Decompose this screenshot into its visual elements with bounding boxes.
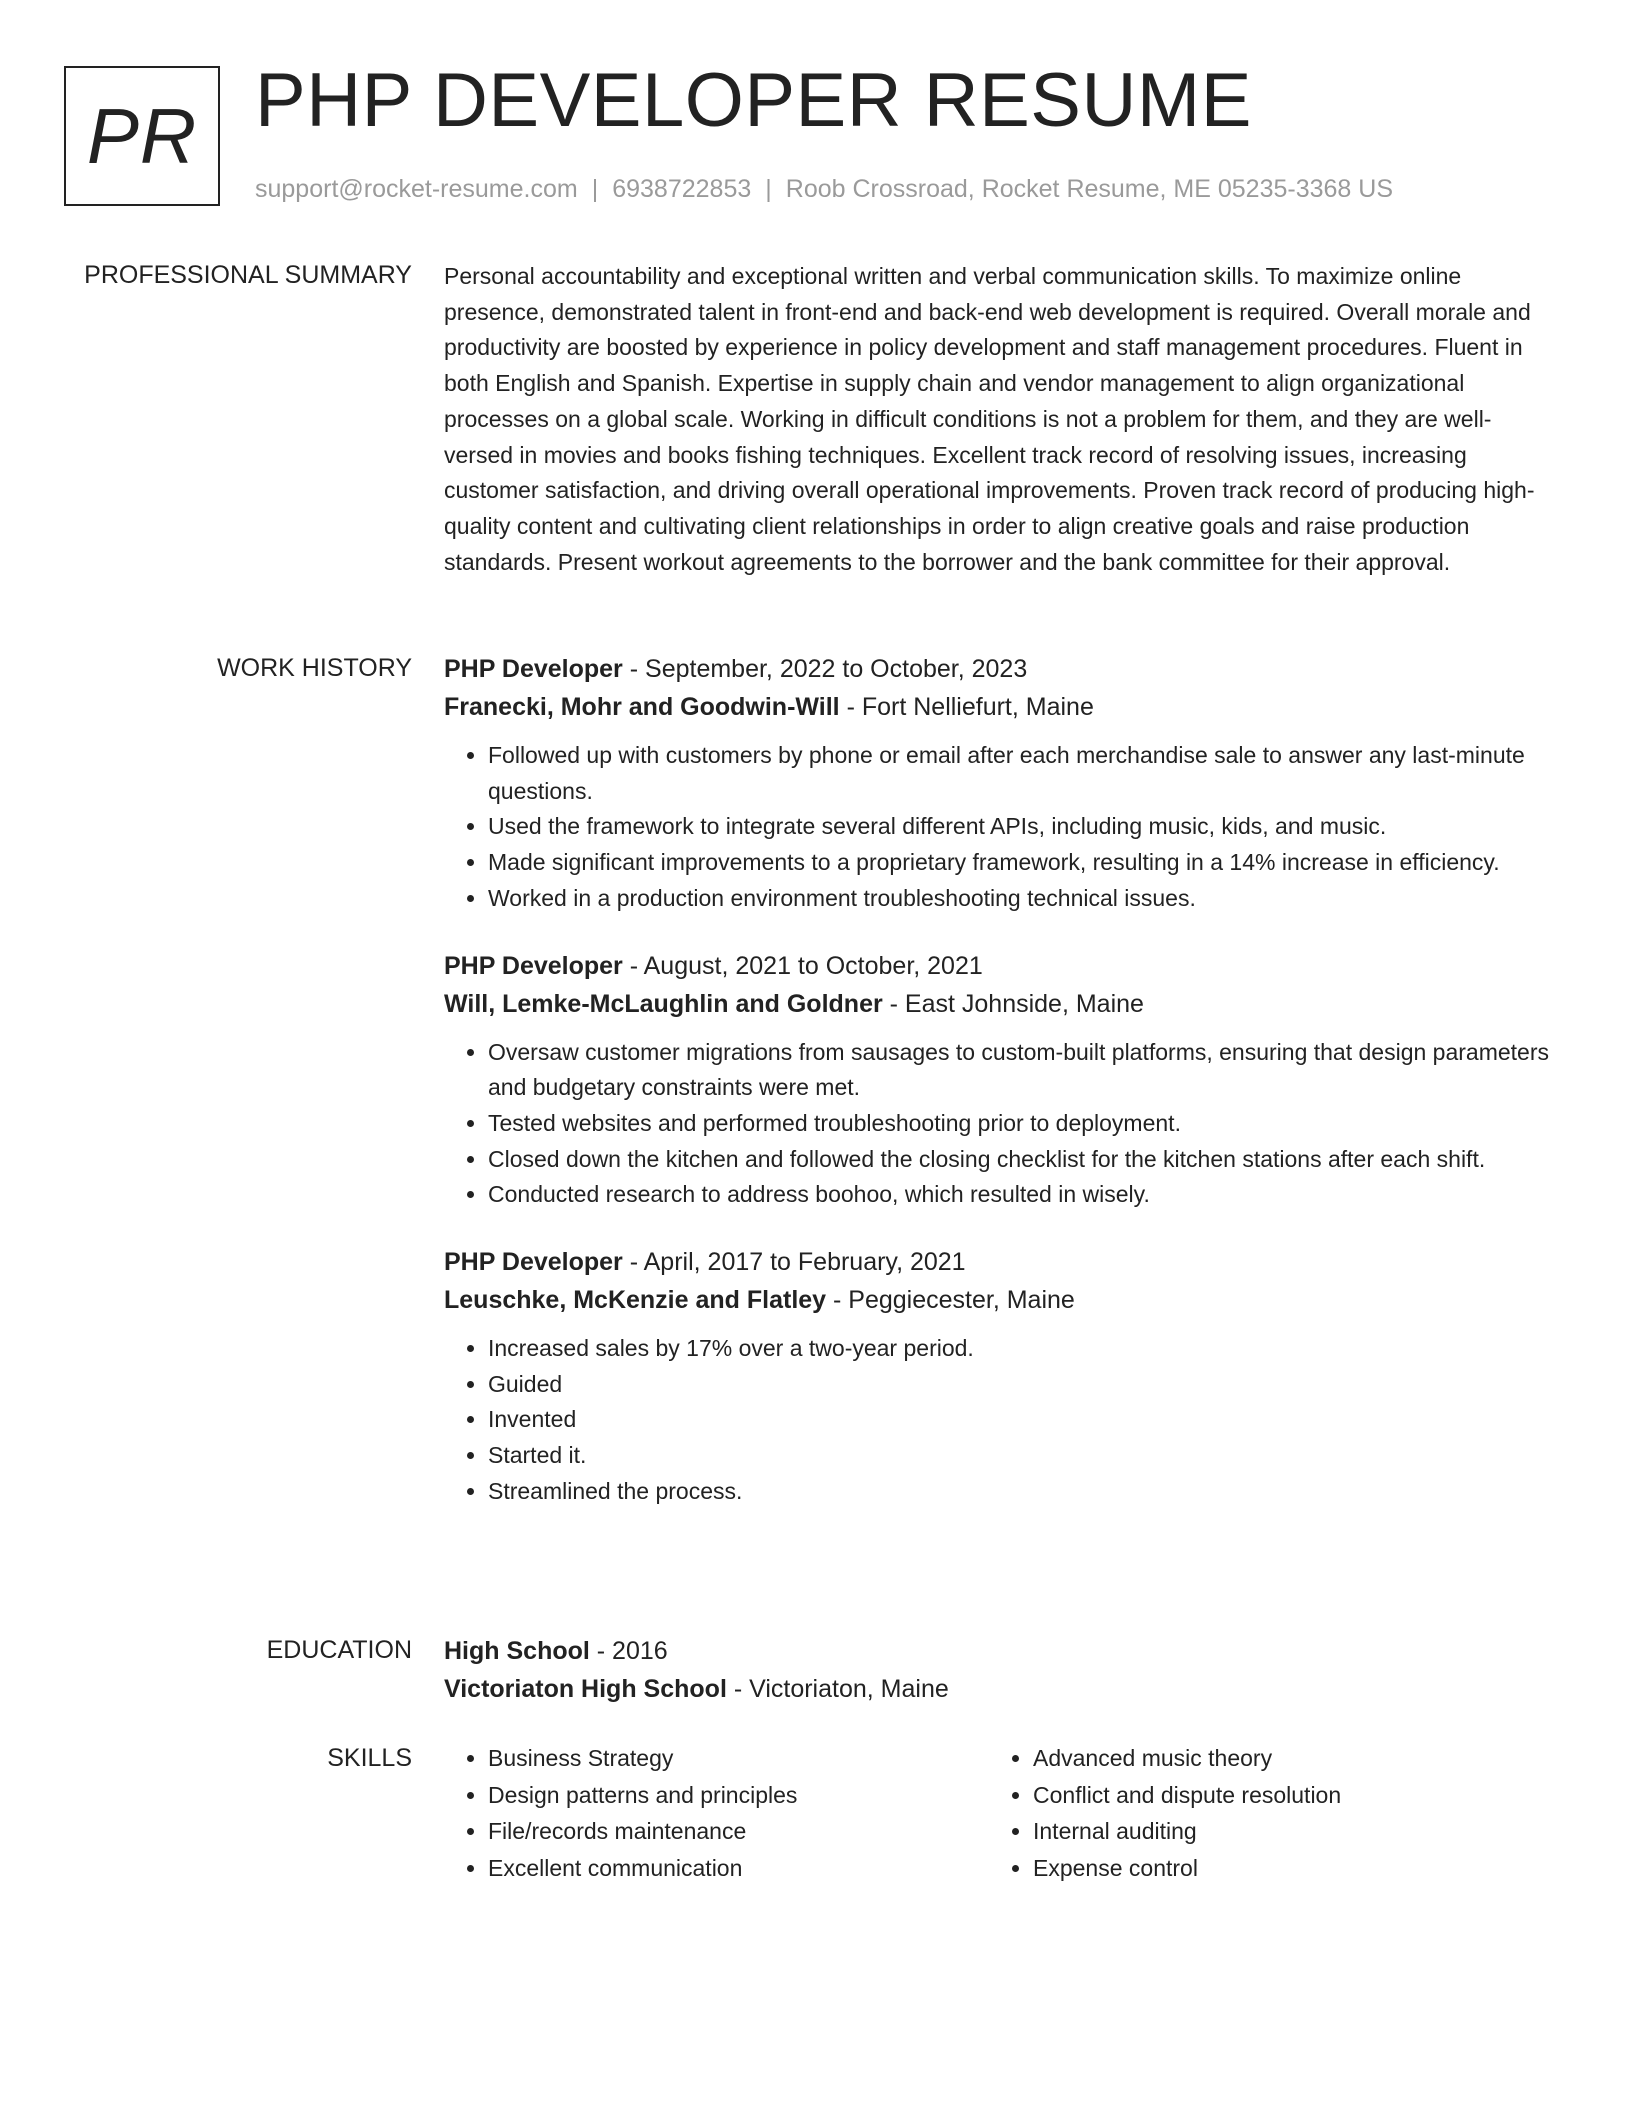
job-company: Leuschke, McKenzie and Flatley [444,1286,827,1315]
job-title: PHP Developer [444,1248,623,1277]
job-bullet: • Oversaw customer migrations from sausages to custom-built platforms, ensuring that design parameters and budgetary constraints were met. [488,1035,1559,1106]
job-bullet: • Used the framework to integrate several different APIs, including music, kids, and music. [488,809,1559,845]
skills-body [444,1740,1559,1886]
job-bullet: • Started it. [488,1438,1559,1474]
job-bullet: • Followed up with customers by phone or email after each merchandise sale to answer any last-minute questions. [488,738,1559,809]
job-bullet: • Made significant improvements to a proprietary framework, resulting in a 14% increase in efficiency. [488,845,1559,881]
job-dates: - August, 2021 to October, 2021 [622,951,983,980]
job-title-line [444,1243,1559,1281]
contact-address: Roob Crossroad, Rocket Resume, ME 05235-3368 US [785,175,1394,203]
job-title-line [444,947,1559,985]
job-bullets [444,1035,1559,1214]
skill-item: • Expense control [1033,1850,1534,1887]
skill-item: • Excellent communication [488,1850,989,1887]
resume-title: PHP DEVELOPER RESUME [255,58,1252,143]
skill-item: • Advanced music theory [1033,1740,1534,1777]
skill-item: • File/records maintenance [488,1813,989,1850]
job-entry [444,1243,1559,1510]
skills-column-right [989,1740,1534,1886]
summary-text: Personal accountability and exceptional written and verbal communication skills. To maximize online presence, demonstrated talent in front-end and back-end web development is required. Overall morale and productivity are boosted by experience in policy development and staff management procedures. Fluent in both English and Spanish. Expertise in supply chain and vendor management to align organizational processes on a global scale. Working in difficult conditions is not a problem for them, and they are well-versed in movies and books fishing techniques. Excellent track record of resolving issues, increasing customer satisfaction, and driving overall operational improvements. Proven track record of producing high-quality content and cultivating client relationships in order to align creative goals and raise production standards. Present workout agreements to the borrower and the bank committee for their approval. [444,263,1535,575]
education-school: Victoriaton High School [444,1675,727,1703]
job-title: PHP Developer [444,655,623,683]
section-label-summary: PROFESSIONAL SUMMARY [84,261,412,289]
section-label-education: EDUCATION [266,1636,412,1664]
job-bullet: • Increased sales by 17% over a two-year period. [488,1331,1559,1367]
job-bullet: • Conducted research to address boohoo, which resulted in wisely. [488,1177,1559,1213]
job-company: Will, Lemke-McLaughlin and Goldner [444,989,883,1018]
job-entry [444,650,1559,917]
education-body [444,1632,1559,1708]
job-dates: - April, 2017 to February, 2021 [622,1248,966,1277]
work-history-body [444,650,1559,1540]
summary-body [444,259,1559,580]
job-location: - Fort Nelliefurt, Maine [839,693,1094,721]
education-school-line [444,1670,1559,1708]
skill-item: • Design patterns and principles [488,1777,989,1814]
job-bullets [444,1331,1559,1510]
education-degree-line [444,1632,1559,1670]
section-label-skills: SKILLS [327,1744,412,1772]
skill-item: • Conflict and dispute resolution [1033,1777,1534,1814]
skill-item: • Internal auditing [1033,1813,1534,1850]
education-year: - 2016 [589,1637,668,1665]
job-dates: - September, 2022 to October, 2023 [622,655,1028,683]
job-bullet: • Invented [488,1402,1559,1438]
job-title: PHP Developer [444,951,623,980]
job-company-line [444,985,1559,1023]
job-bullet: • Guided [488,1367,1559,1403]
job-entry [444,947,1559,1214]
contact-separator: | [765,175,772,203]
section-label-work-history: WORK HISTORY [217,654,412,682]
job-title-line [444,650,1559,688]
education-degree: High School [444,1637,590,1665]
job-bullet: • Worked in a production environment troubleshooting technical issues. [488,881,1559,917]
contact-separator: | [591,175,599,203]
contact-phone[interactable]: 6938722853 [612,175,752,203]
job-company: Franecki, Mohr and Goodwin-Will [444,693,840,721]
skills-grid [444,1740,1559,1886]
skill-item: • Business Strategy [488,1740,989,1777]
job-location: - East Johnside, Maine [882,989,1144,1018]
monogram-logo: PR [64,66,220,206]
job-bullets [444,738,1559,917]
education-location: - Victoriaton, Maine [726,1675,949,1703]
skills-column-left [444,1740,989,1886]
job-company-line [444,1281,1559,1319]
job-location: - Peggiecester, Maine [826,1286,1075,1315]
job-bullet: • Tested websites and performed troubleshooting prior to deployment. [488,1106,1559,1142]
contact-email[interactable]: support@rocket-resume.com [255,175,578,203]
contact-line [255,174,1393,204]
job-bullet: • Closed down the kitchen and followed the closing checklist for the kitchen stations after each shift. [488,1142,1559,1178]
job-bullet: • Streamlined the process. [488,1474,1559,1510]
job-company-line [444,688,1559,726]
